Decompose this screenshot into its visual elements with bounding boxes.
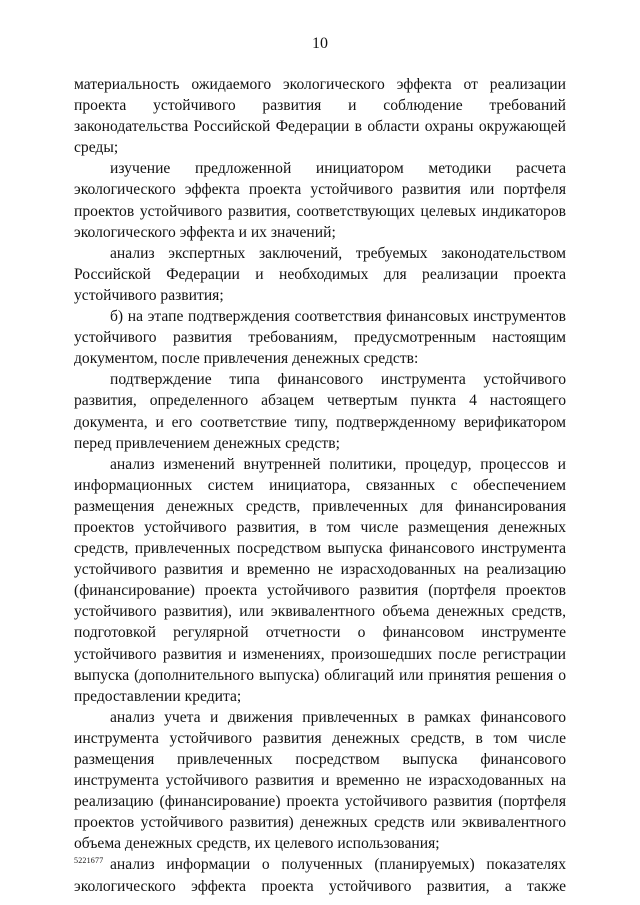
paragraph-funds-accounting-analysis: анализ учета и движения привлеченных в рамках финансового инструмента устойчивого развития денежных средств, в том числе размещения привлеченных посредством выпуска финансового инструмента устойчивого развития и временно не израсходованных на реализацию (финансирование) проекта устойчивого развития (портфеля проектов устойчивого развития) денежных средств или эквивалентного объема денежных средств, их целевого использования; bbox=[74, 708, 566, 853]
paragraph-environmental-materiality: материальность ожидаемого экологического эффекта от реализации проекта устойчивого развития и соблюдение требований законодательства Российской Федерации в области охраны окружающей среды; bbox=[74, 76, 566, 157]
document-code: 5221677 bbox=[74, 856, 104, 865]
paragraph-expert-conclusions: анализ экспертных заключений, требуемых законодательством Российской Федерации и необходимых для реализации проекта устойчивого развития; bbox=[74, 244, 566, 304]
document-body bbox=[74, 74, 566, 897]
paragraph-environmental-indicators: анализ информации о полученных (планируемых) показателях экологического эффекта проекта устойчивого развития, а также bbox=[74, 856, 566, 895]
paragraph-methodology-study: изучение предложенной инициатором методики расчета экологического эффекта проекта устойчивого развития или портфеля проектов устойчивого развития, соответствующих целевых индикаторов экологического эффекта и их значений; bbox=[74, 160, 566, 241]
paragraph-type-confirmation: подтверждение типа финансового инструмента устойчивого развития, определенного абзацем четвертым пункта 4 настоящего документа, и его соответствие типу, подтвержденному верификатором перед привлечением денежных средств; bbox=[74, 371, 566, 452]
page-number: 10 bbox=[312, 35, 328, 52]
paragraph-policy-changes-analysis: анализ изменений внутренней политики, процедур, процессов и информационных систем инициатора, связанных с обеспечением размещения денежных средств, привлеченных для финансирования проектов устойчивого развития, в том числе размещения денежных средств, привлеченных посредством выпуска финансового инструмента устойчивого развития и временно не израсходованных на реализацию (финансирование) проекта устойчивого развития (портфеля проектов устойчивого развития), или эквивалентного объема денежных средств, подготовкой регулярной отчетности о финансовом инструменте устойчивого развития и изменениях, произошедших после регистрации выпуска (дополнительного выпуска) облигаций или принятия решения о предоставлении кредита; bbox=[74, 455, 566, 705]
paragraph-stage-b-confirmation: б) на этапе подтверждения соответствия финансовых инструментов устойчивого развития требованиям, предусмотренным настоящим документом, после привлечения денежных средств: bbox=[74, 308, 566, 368]
